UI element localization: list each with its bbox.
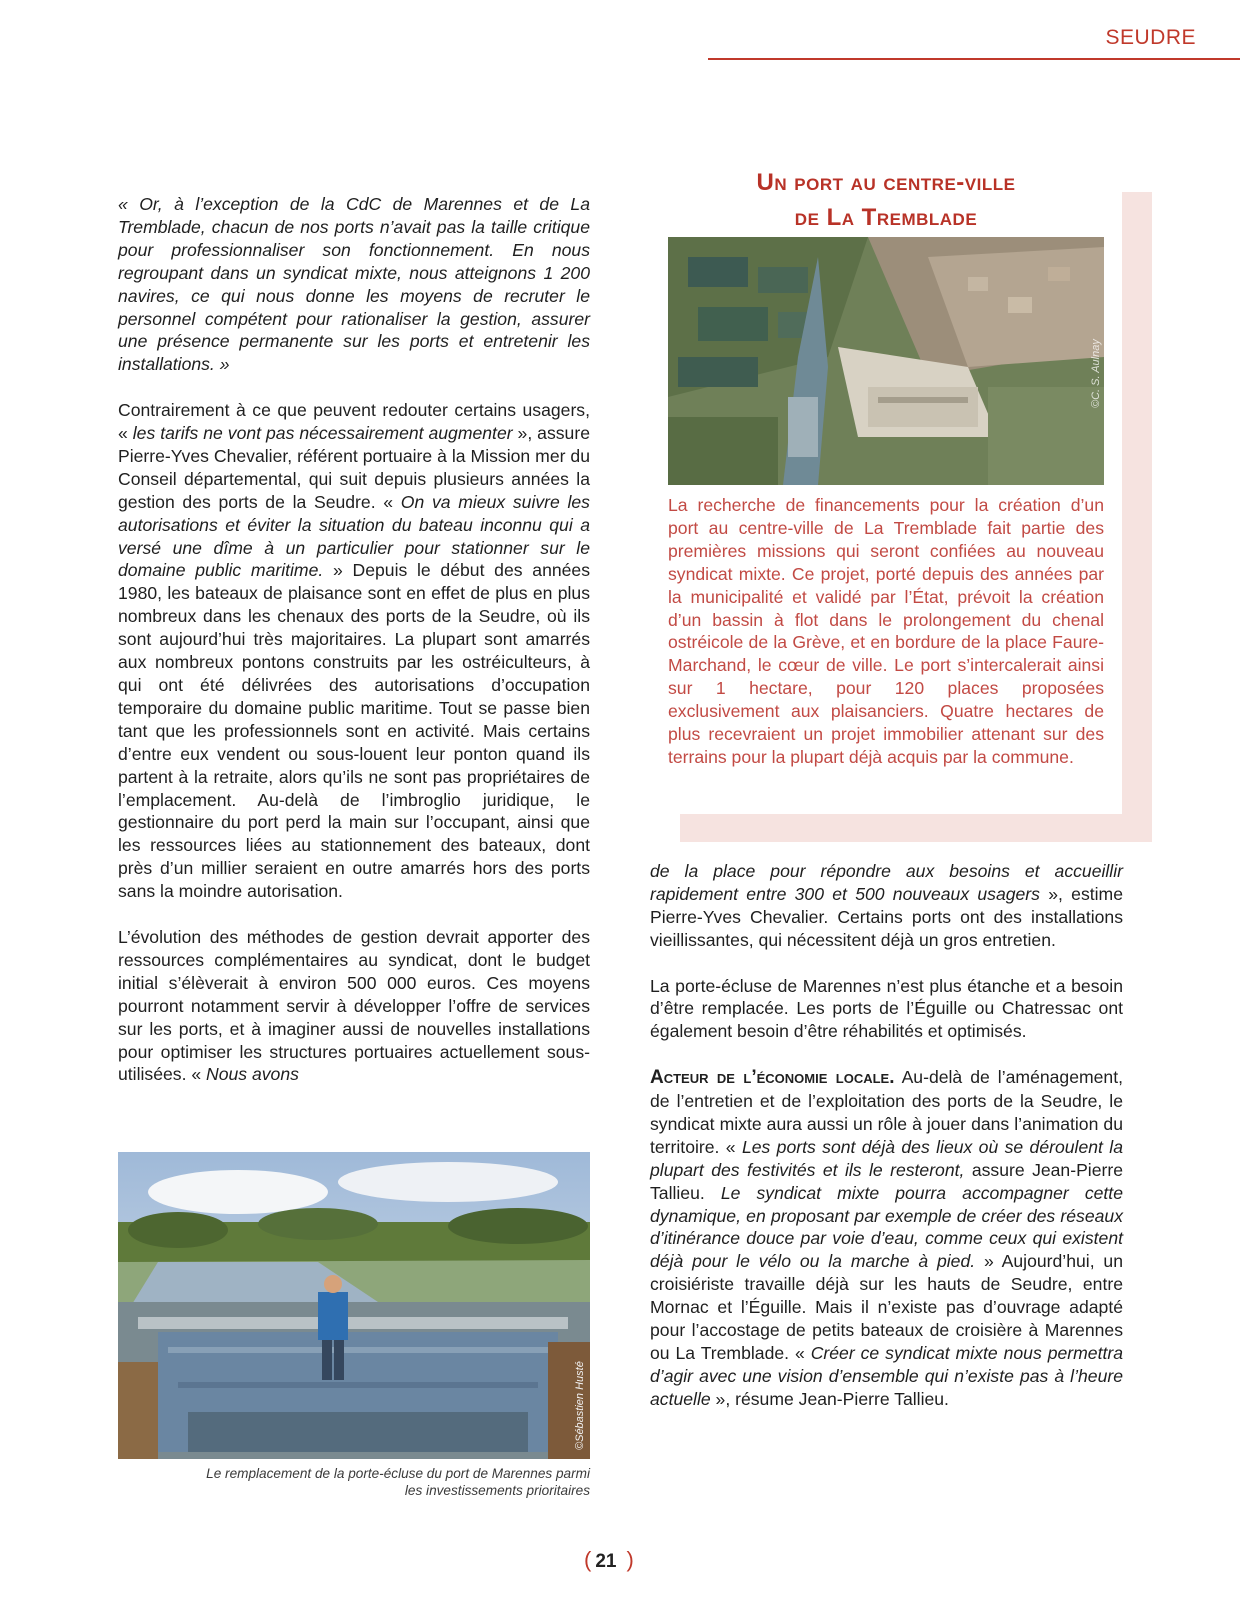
header-rule	[708, 58, 1240, 60]
text-run: », estime Pierre-Yves Chevalier. Certains ports ont des installations vieillissantes, qui nécessitent déjà un gros entretien.	[650, 883, 1123, 950]
paragraph-evolution	[118, 926, 590, 1086]
sidebar-title-line: de La Tremblade	[794, 204, 978, 231]
text-run: assure Jean-Pierre Tallieu.	[650, 1159, 1124, 1203]
text-run: » Aujourd’hui, un croisiériste travaille déjà sur les hauts de Seudre, entre Mornac et l’Éguille. Mais il n’existe pas d’ouvrage adapté pour l’accostage de petits bateaux de croisière à Marennes ou La Tremblade. «	[650, 1251, 1123, 1363]
text-run-italic: On va mieux suivre les autorisations et éviter la situation du bateau inconnu qui a versé une dîme à un particulier pour stationner sur le domaine public maritime.	[118, 491, 590, 581]
text-run: », assure Pierre-Yves Chevalier, référent portuaire à la Mission mer du Conseil départemental, qui suit depuis plusieurs années la gestion des ports de la Seudre. «	[118, 423, 590, 512]
paragraph-porte-ecluse: La porte-écluse de Marennes n’est plus étanche et a besoin d’être remplacée. Les ports de l’Éguille ou Chatressac ont également besoin d’être réhabilités et optimisés.	[650, 975, 1123, 1042]
text-run-italic: Créer ce syndicat mixte nous permettra d’agir avec une vision d’ensemble qui n’existe pas à l’heure actuelle	[650, 1343, 1123, 1409]
caption-line: Le remplacement de la porte-écluse du port de Marennes parmi	[206, 1466, 590, 1481]
text-run: Contrairement à ce que peuvent redouter certains usagers, «	[118, 400, 590, 444]
section-label: SEUDRE	[1105, 26, 1196, 49]
paragraph-place	[650, 860, 1123, 952]
page-number: ( 21 )	[584, 1547, 634, 1572]
sidebar-text: La recherche de financements pour la création d’un port au centre-ville de La Tremblade fait partie des premières missions qui seront confiées au nouveau syndicat mixte. Ce projet, porté depuis des années par la municipalité et validé par l’État, prévoit la création d’un bassin à flot dans le prolongement du chenal ostréicole de la Grève, et en bordure de la place Faure-Marchand, le cœur de ville. Le port s’intercalerait ainsi sur 1 hectare, pour 120 places proposées exclusivement aux plaisanciers. Quatre hectares de plus recevraient un projet immobilier attenant sur des terrains pour la plupart déjà acquis par la commune.	[668, 495, 1104, 767]
text-run-italic: Le syndicat mixte pourra accompagner cette dynamique, en proposant par exemple de créer des réseaux d’itinérance douce par voie d’eau, comme ceux qui existent déjà pour le vélo ou la marche à pied.	[650, 1182, 1123, 1272]
opening-quote: « Or, à l’exception de la CdC de Marennes et de La Tremblade, chacun de nos ports n’avait pas la taille critique pour professionnaliser son fonctionnement. En nous regroupant dans un syndicat mixte, nous atteignons 1 200 navires, ce qui nous donne les moyens de recruter le personnel compétent pour rationaliser la gestion, assurer une présence permanente sur les ports et entretenir les installations. »	[118, 194, 590, 375]
text-run-italic: Nous avons	[206, 1064, 299, 1085]
text-run-italic: les tarifs ne vont pas nécessairement augmenter	[132, 423, 513, 444]
text-run: », résume Jean-Pierre Tallieu.	[710, 1388, 949, 1409]
photo-credit: ©Sébastien Husté	[574, 1361, 586, 1450]
text-run: Au-delà de l’aménagement, de l’entretien et de l’exploitation des ports de la Seudre, le syndicat mixte aura aussi un rôle à jouer dans l’animation du territoire. «	[650, 1067, 1123, 1157]
photo-caption	[118, 1465, 590, 1499]
section-lead: Acteur de l’économie locale.	[650, 1067, 895, 1089]
sidebar-title-line: Un port au centre-ville	[756, 169, 1016, 196]
paragraph-acteur	[650, 1066, 1123, 1411]
right-column	[650, 860, 1123, 1411]
aerial-photo	[668, 237, 1104, 485]
sidebar-title	[650, 165, 1122, 235]
caption-line: les investissements prioritaires	[404, 1483, 590, 1498]
text-run: L’évolution des méthodes de gestion devrait apporter des ressources complémentaires au syndicat, dont le budget initial s’élèverait à environ 500 000 euros. Ces moyens pourront notamment servir à développer l’offre de services sur les ports, et à imaginer aussi de nouvelles installations pour optimiser les structures portuaires actuellement sous-utilisées. «	[118, 926, 590, 1085]
lock-gate-photo	[118, 1152, 590, 1459]
left-column	[118, 193, 590, 1086]
text-run-italic: Les ports sont déjà des lieux où se déroulent la plupart des festivités et ils le resteront,	[650, 1136, 1123, 1180]
page-number-value: 21	[595, 1551, 617, 1572]
text-run-italic: de la place pour répondre aux besoins et accueillir rapidement entre 300 et 500 nouveaux usagers	[650, 861, 1123, 904]
paragraph-tarifs	[118, 399, 590, 903]
text-run: » Depuis le début des années 1980, les bateaux de plaisance sont en effet de plus en plus nombreux dans les chenaux des ports de la Seudre, où ils sont aujourd’hui très majoritaires. La plupart sont amarrés aux nombreux pontons construits par les ostréiculteurs, à qui ont été délivrées des autorisations d’occupation temporaire du domaine public maritime. Tout se passe bien tant que les professionnels sont en activité. Mais certains d’entre eux vendent ou sous-louent leur ponton quand ils partent à la retraite, alors qu’ils ne sont pas propriétaires de l’emplacement. Au-delà de l’imbroglio juridique, le gestionnaire du port perd la main sur l’occupant, ainsi que les ressources liées au stationnement des bateaux, dont près d’un millier seraient en outre amarrés hors des ports sans la moindre autorisation.	[118, 560, 591, 902]
aerial-photo-credit: ©C. S. Aulnay	[1090, 339, 1102, 408]
